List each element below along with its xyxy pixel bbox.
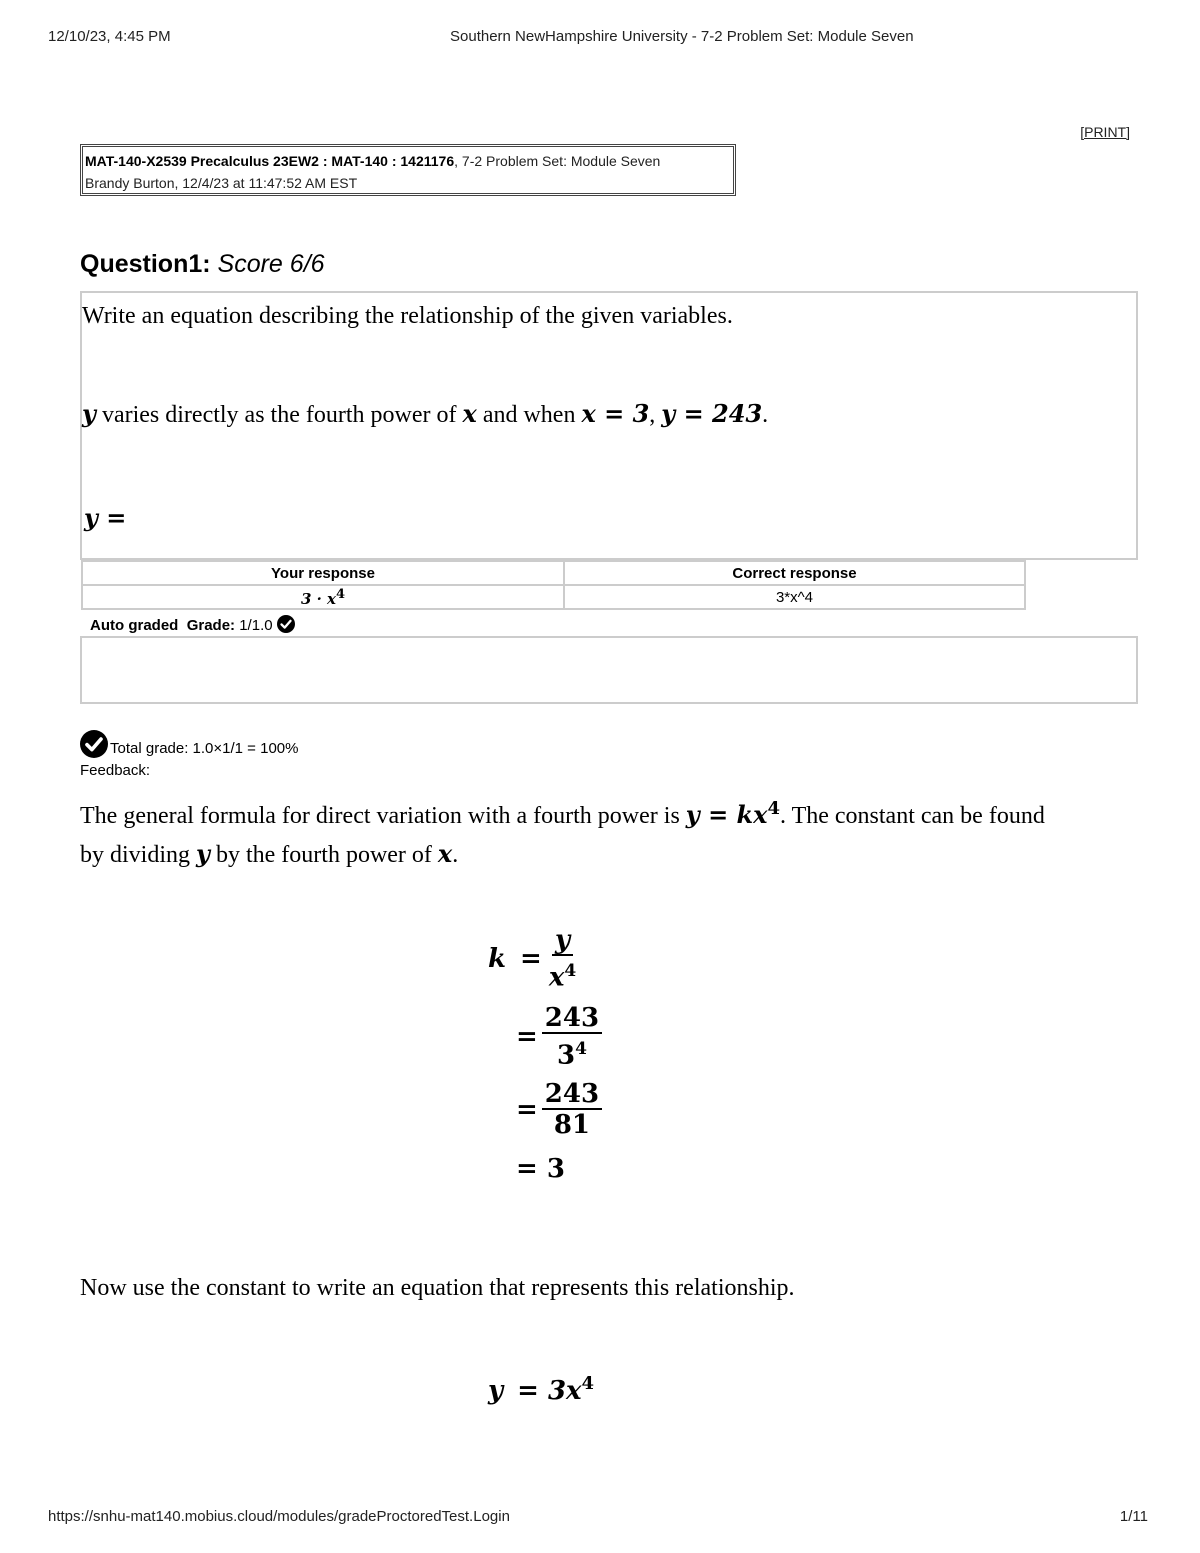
feedback-text-a: The general formula for direct variation with a fourth power is (80, 803, 686, 829)
question-box (80, 291, 1138, 560)
correct-response-header: Correct response (564, 561, 1025, 585)
derivation-step-1 (488, 926, 579, 993)
print-url: https://snhu-mat140.mobius.cloud/modules/gradeProctoredTest.Login (48, 1508, 510, 1525)
fraction-243-over-81: $\frac{243}{81}$ (542, 1080, 602, 1140)
correct-response-value: 3*x^4 (564, 585, 1025, 609)
response-value-row (82, 585, 1025, 609)
statement-comma: , (649, 402, 662, 428)
feedback-text-c: by dividing (80, 842, 197, 868)
var-y: y (82, 399, 96, 428)
condition-y: y = 243 (661, 399, 763, 428)
fraction-y-over-x4: $\frac{y}{x^4}$ (548, 925, 577, 993)
assignment-info-box (80, 144, 736, 196)
feedback-paragraph-2: Now use the constant to write an equation that represents this relationship. (80, 1275, 795, 1301)
derivation-step-2 (516, 1004, 602, 1071)
grade-label: Grade: (186, 617, 236, 634)
grade-value: 1/1.0 (239, 617, 273, 634)
print-link[interactable]: [PRINT] (1080, 124, 1130, 140)
feedback-text-b: . The constant can be found (780, 803, 1045, 829)
derivation-equals-2: = (516, 1022, 538, 1053)
derivation-equals-1: = (520, 944, 542, 975)
print-datetime: 12/10/23, 4:45 PM (48, 28, 171, 45)
print-page-title: Southern NewHampshire University - 7-2 Problem Set: Module Seven (450, 28, 914, 45)
question-statement (82, 399, 768, 429)
derivation-equals-3: = (516, 1095, 538, 1125)
response-table (81, 560, 1026, 610)
question-title (80, 250, 325, 279)
final-rhs: = 3x (517, 1375, 582, 1406)
final-lhs: y (488, 1375, 504, 1406)
feedback-paragraph-1 (80, 790, 1142, 874)
condition-x: x = 3 (581, 399, 650, 428)
question-label: Question1: (80, 250, 211, 278)
check-circle-large-icon (80, 730, 108, 758)
formula-base: y = kx (685, 800, 768, 829)
feedback-var-x: x (437, 839, 453, 868)
total-grade-text: Total grade: 1.0×1/1 = 100% (110, 739, 299, 757)
your-response-header: Your response (82, 561, 564, 585)
assignment-name: , 7-2 Problem Set: Module Seven (454, 153, 661, 169)
auto-graded-label: Auto graded (90, 617, 179, 634)
question-score: Score 6/6 (217, 250, 325, 278)
statement-part2: and when (476, 402, 582, 428)
grade-line (90, 615, 295, 634)
derivation-step-4: = 3 (516, 1154, 565, 1184)
course-line (85, 150, 731, 172)
response-header-row (82, 561, 1025, 585)
statement-part1: varies directly as the fourth power of (95, 402, 463, 428)
comment-box (80, 636, 1138, 704)
total-grade-line (80, 730, 298, 758)
final-exponent: 4 (581, 1373, 595, 1394)
answer-label: y = (84, 503, 127, 532)
course-code: MAT-140-X2539 Precalculus 23EW2 : MAT-140 : 1421176 (85, 153, 455, 169)
feedback-text-d: by the fourth power of (209, 842, 438, 868)
feedback-text-e: . (452, 842, 459, 868)
print-page-number: 1/11 (1119, 1508, 1148, 1525)
fraction-243-over-3-4: $\frac{243}{3^4}$ (542, 1004, 602, 1071)
question-prompt: Write an equation describing the relationship of the given variables. (82, 303, 733, 329)
formula-exponent: 4 (767, 798, 781, 819)
derivation-lhs: k (488, 944, 507, 975)
check-circle-icon (277, 615, 295, 633)
student-line: Brandy Burton, 12/4/23 at 11:47:52 AM EST (85, 175, 358, 191)
feedback-var-y: y (196, 839, 210, 868)
feedback-label: Feedback: (80, 762, 151, 779)
statement-end: . (762, 402, 769, 428)
var-x: x (462, 399, 477, 428)
derivation-step-3 (516, 1080, 602, 1140)
your-response-value: $3 \cdot x^4$ (82, 585, 564, 609)
final-equation (488, 1373, 594, 1406)
